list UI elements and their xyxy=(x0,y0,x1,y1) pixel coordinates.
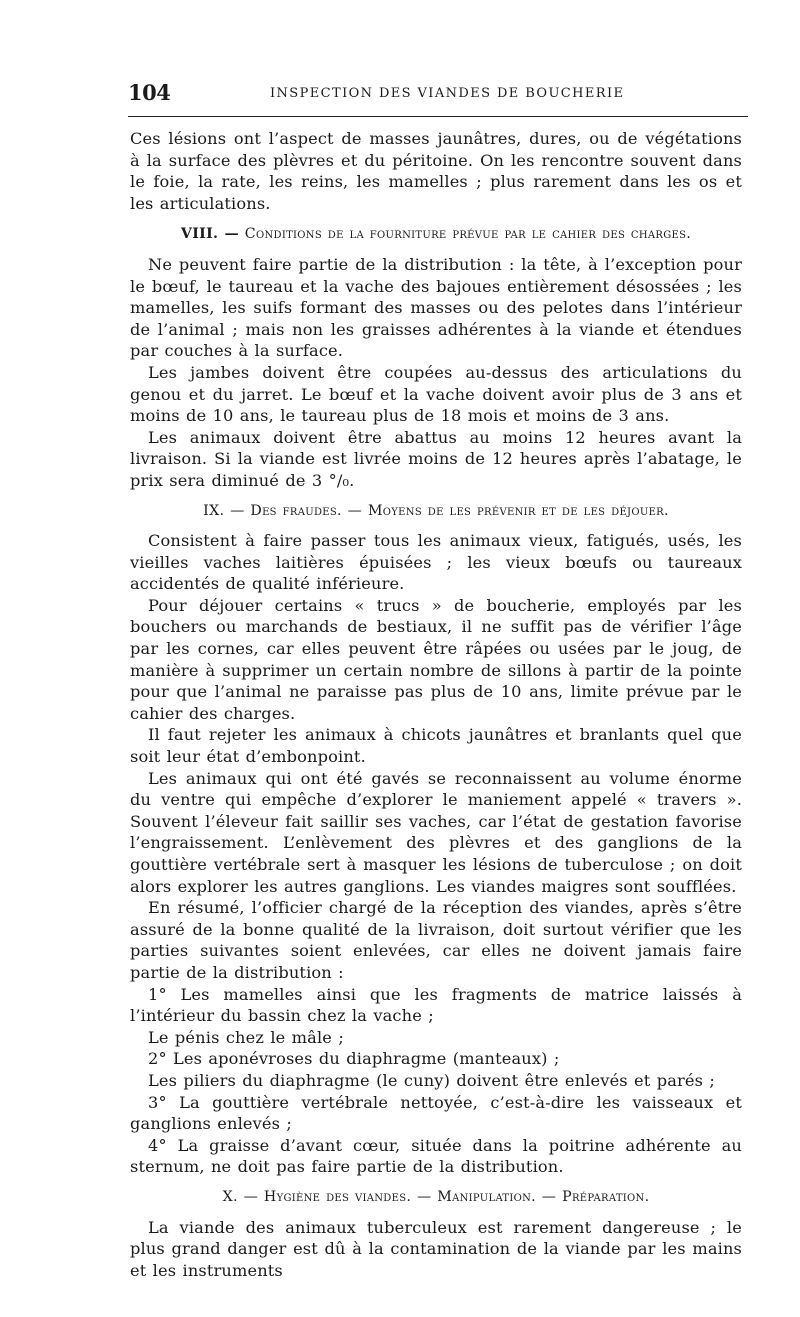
section-heading-viii xyxy=(130,224,742,246)
paragraph: Les jambes doivent être coupées au-dessus des articulations du genou et du jarret. Le bœuf et la vache doivent avoir plus de 3 ans et moins de 10 ans, le taureau plus de 18 mois et moins de 3 ans. xyxy=(130,362,742,426)
section-number: IX. — xyxy=(203,502,245,519)
section-heading-ix xyxy=(130,501,742,523)
section-heading-x: X. — Hygiène des viandes. — Manipulation. — Préparation. xyxy=(222,1188,650,1205)
paragraph: Consistent à faire passer tous les animaux vieux, fatigués, usés, les vieilles vaches laitières épuisées ; les vieux bœufs ou taureaux accidentés de qualité inférieure. xyxy=(130,531,742,594)
list-item: Les piliers du diaphragme (le cuny) doivent être enlevés et parés ; xyxy=(148,1070,716,1090)
paragraph: Pour déjouer certains « trucs » de boucherie, employés par les bouchers ou marchands de bestiaux, il ne suffit pas de vérifier l’âge par les cornes, car elles peuvent être râpées ou usées par le joug, de manière à supprimer un certain nombre de sillons à partir de la pointe pour que l’animal ne paraisse pas plus de 10 ans, limite prévue par le cahier des charges. xyxy=(130,595,742,723)
paragraph: Ne peuvent faire partie de la distribution : la tête, à l’exception pour le bœuf, le taureau et la vache des bajoues entièrement désossées ; les mamelles, les suifs formant des masses ou des pelotes dans l’intérieur de l’animal ; mais non les graisses adhérentes à la viande et étendues par couches à la surface. xyxy=(130,254,742,361)
section-title: Conditions de la fourniture prévue par le cahier des charges. xyxy=(244,226,692,243)
page-header xyxy=(128,80,752,108)
list-item: 2° Les aponévroses du diaphragme (manteaux) ; xyxy=(148,1049,560,1069)
header-rule xyxy=(128,116,748,117)
paragraph: La viande des animaux tuberculeux est rarement dangereuse ; le plus grand danger est dû à la contamination de la viande par les mains et les instruments xyxy=(130,1217,742,1280)
page-number: 104 xyxy=(128,80,171,105)
page-body xyxy=(130,128,742,1281)
list-item: 1° Les mamelles ainsi que les fragments de matrice laissés à l’intérieur du bassin chez la vache ; xyxy=(130,984,742,1026)
running-title: INSPECTION DES VIANDES DE BOUCHERIE xyxy=(270,86,625,101)
list-item: 3° La gouttière vertébrale nettoyée, c’est-à-dire les vaisseaux et ganglions enlevés ; xyxy=(130,1092,742,1134)
list-item: 4° La graisse d’avant cœur, située dans la poitrine adhérente au sternum, ne doit pas faire partie de la distribution. xyxy=(130,1135,742,1177)
paragraph: En résumé, l’officier chargé de la réception des viandes, après s’être assuré de la bonne qualité de la livraison, doit surtout vérifier que les parties suivantes soient enlevées, car elles ne doivent jamais faire partie de la distribution : xyxy=(130,898,742,982)
paragraph: Les animaux doivent être abattus au moins 12 heures avant la livraison. Si la viande est livrée moins de 12 heures après l’abatage, le prix sera diminué de 3 °/₀. xyxy=(130,427,742,490)
section-title: Des fraudes. — Moyens de les prévenir et de les déjouer. xyxy=(250,502,669,519)
paragraph: Ces lésions ont l’aspect de masses jaunâtres, dures, ou de végétations à la surface des plèvres et du péritoine. On les rencontre souvent dans le foie, la rate, les reins, les mamelles ; plus rarement dans les os et les articulations. xyxy=(130,129,742,213)
paragraph: Il faut rejeter les animaux à chicots jaunâtres et branlants quel que soit leur état d’embonpoint. xyxy=(130,725,742,767)
paragraph: Les animaux qui ont été gavés se reconnaissent au volume énorme du ventre qui empêche d’explorer le maniement appelé « travers ». Souvent l’éleveur fait saillir ses vaches, car l’état de gestation favorise l’engraissement. L’enlèvement des plèvres et des ganglions de la gouttière vertébrale sert à masquer les lésions de tuberculose ; on doit alors explorer les autres ganglions. Les viandes maigres sont soufflées. xyxy=(130,768,742,896)
section-number: VIII. — xyxy=(180,226,239,243)
list-item: Le pénis chez le mâle ; xyxy=(148,1027,344,1047)
